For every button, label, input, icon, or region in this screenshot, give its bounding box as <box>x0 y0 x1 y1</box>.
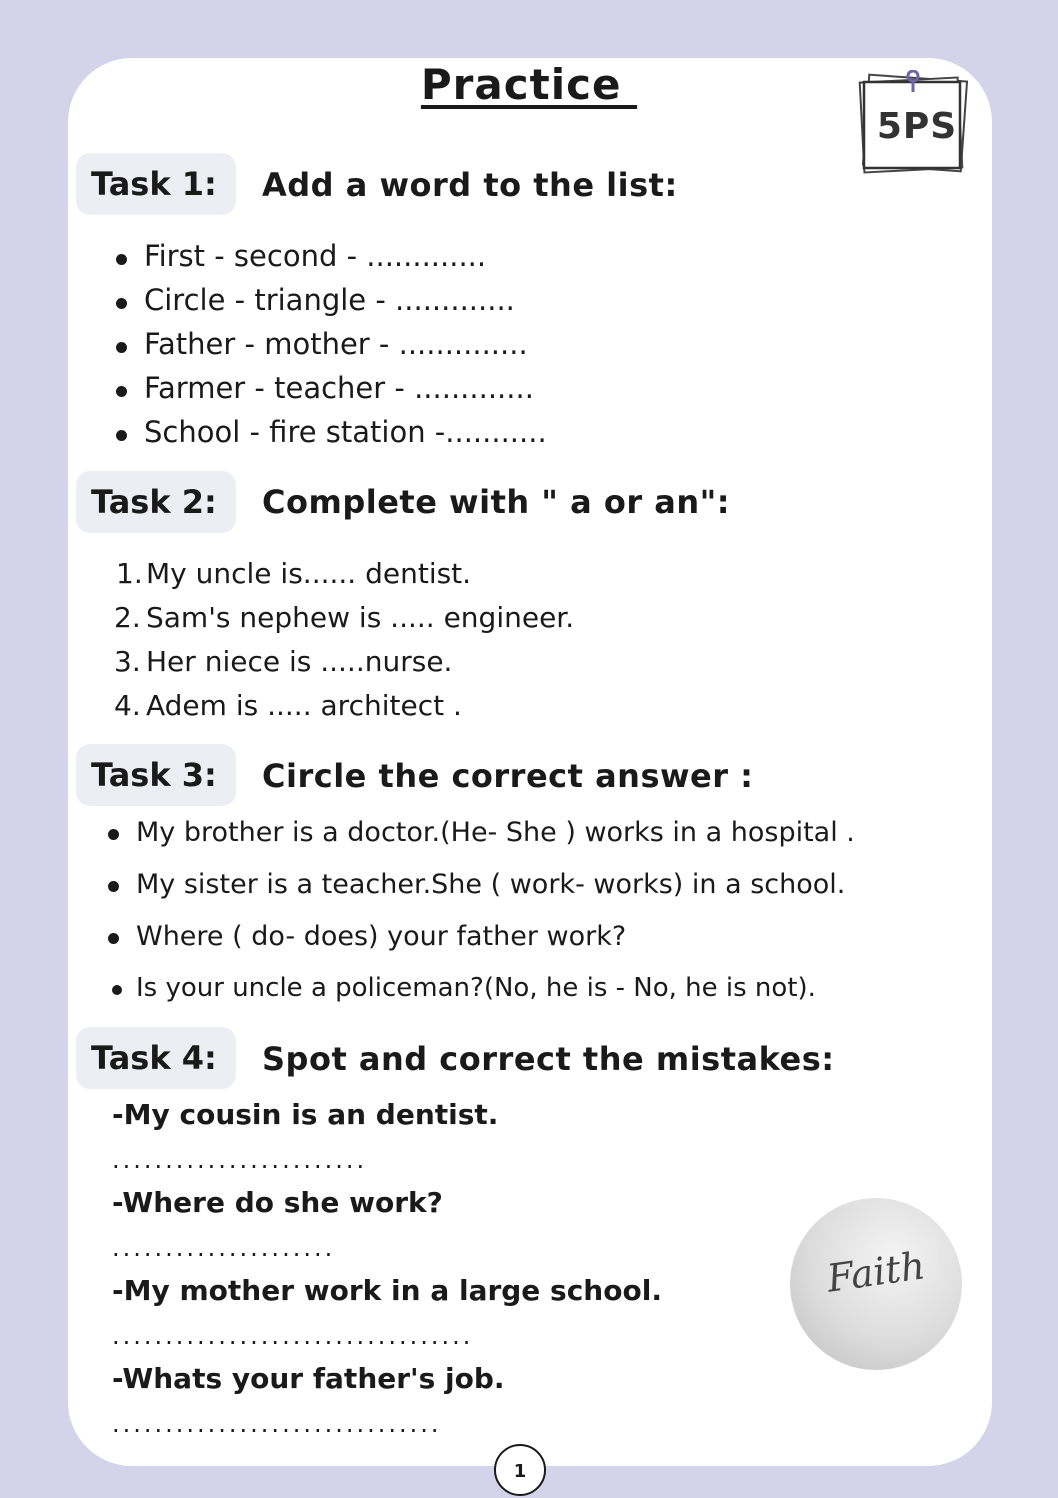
page-number: 1 <box>494 1444 546 1496</box>
page-title: Practice <box>420 60 638 109</box>
task-4-sentence: -Whats your father's job. <box>112 1362 505 1395</box>
answer-line[interactable]: ............................... <box>112 1410 442 1438</box>
task-3-item: Is your uncle a policeman?(No, he is - No, he is not). <box>136 973 816 1003</box>
task-2-item: Her niece is .....nurse. <box>146 645 453 678</box>
task-3-item: My brother is a doctor.(He- She ) works in a hospital . <box>136 817 855 848</box>
item-number: 2. <box>114 601 141 634</box>
task-4-sentence: -Where do she work? <box>112 1186 443 1219</box>
task-3-item: My sister is a teacher.She ( work- works) in a school. <box>136 869 846 900</box>
bullet-icon <box>112 985 122 995</box>
badge-label: 5PS <box>876 106 958 147</box>
task-2-item: Adem is ..... architect . <box>146 689 462 722</box>
task-3-label: Task 3: <box>76 744 236 806</box>
bullet-icon <box>108 933 119 944</box>
task-2-label: Task 2: <box>76 471 236 533</box>
bullet-icon <box>116 386 127 397</box>
task-1-label: Task 1: <box>76 153 236 215</box>
item-number: 3. <box>114 645 141 678</box>
bullet-icon <box>116 342 127 353</box>
task-1-item: School - fire station -........... <box>144 415 547 449</box>
task-2-item: My uncle is...... dentist. <box>146 557 472 590</box>
task-1-instruction: Add a word to the list: <box>262 166 678 204</box>
task-1-item: Father - mother - .............. <box>144 327 528 361</box>
bullet-icon <box>116 254 127 265</box>
task-3-item: Where ( do- does) your father work? <box>136 921 627 952</box>
answer-line[interactable]: .................................. <box>112 1322 474 1350</box>
bullet-icon <box>108 881 119 892</box>
task-2-instruction: Complete with " a or an": <box>262 483 731 521</box>
task-1-item: Circle - triangle - ............. <box>144 283 515 317</box>
pinned-note-badge <box>858 70 972 176</box>
bullet-icon <box>108 829 119 840</box>
task-4-label: Task 4: <box>76 1027 236 1089</box>
task-3-instruction: Circle the correct answer : <box>262 757 754 795</box>
item-number: 1. <box>116 557 143 590</box>
answer-line[interactable]: ........................ <box>112 1146 368 1174</box>
item-number: 4. <box>114 689 141 722</box>
signature-text: Faith <box>824 1243 928 1301</box>
task-4-sentence: -My mother work in a large school. <box>112 1274 662 1307</box>
bullet-icon <box>116 430 127 441</box>
bullet-icon <box>116 298 127 309</box>
task-2-item: Sam's nephew is ..... engineer. <box>146 601 575 634</box>
task-4-instruction: Spot and correct the mistakes: <box>262 1040 835 1078</box>
task-1-item: First - second - ............. <box>144 239 487 273</box>
task-4-sentence: -My cousin is an dentist. <box>112 1098 499 1131</box>
answer-line[interactable]: ..................... <box>112 1234 336 1262</box>
signature-seal <box>790 1198 962 1370</box>
task-1-item: Farmer - teacher - ............. <box>144 371 534 405</box>
